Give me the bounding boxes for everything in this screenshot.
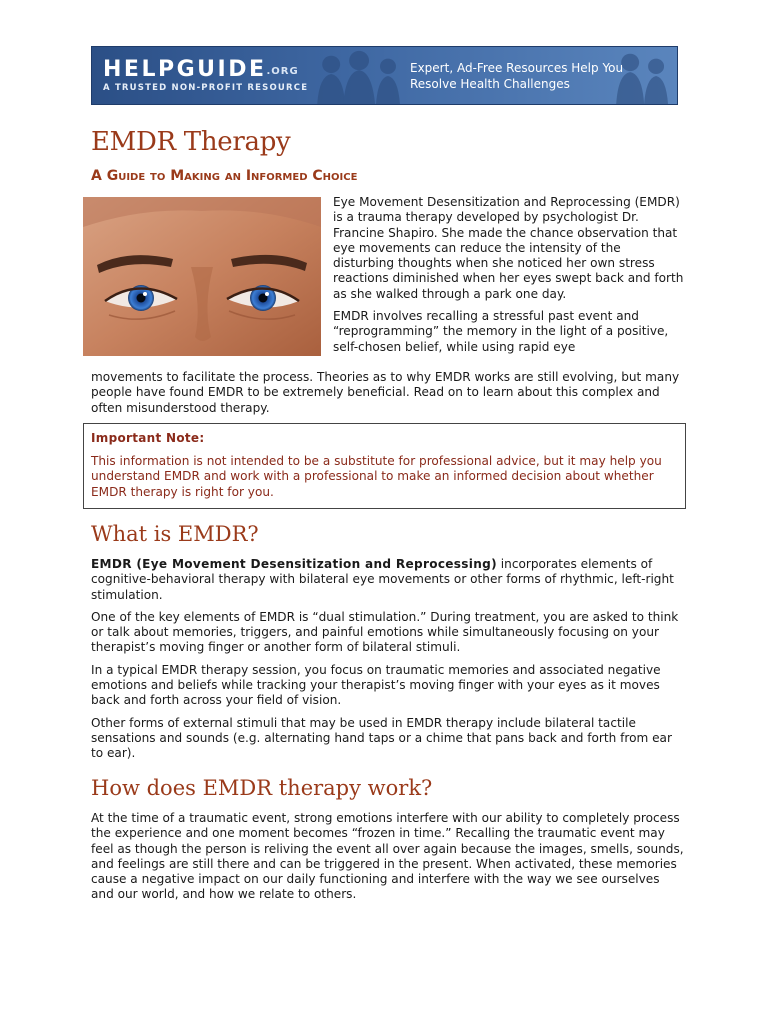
note-text: This information is not intended to be a substitute for professional advice, but it may help you understand EMDR and work with a professional to make an informed decision about whether EMDR therapy is right for you. <box>91 454 662 499</box>
intro-paragraph-2-continued: movements to facilitate the process. Theories as to why EMDR works are still evolving, but many people have found EMDR to be extremely beneficial. Read on to learn about this complex and often misunderstood therapy. <box>91 370 680 415</box>
section-heading-how-does-emdr-work: How does EMDR therapy work? <box>91 776 433 800</box>
important-note-box <box>83 423 686 509</box>
note-title: Important Note: <box>91 431 205 445</box>
page-title: EMDR Therapy <box>91 127 291 157</box>
paragraph: In a typical EMDR therapy session, you focus on traumatic memories and associated negative emotions and beliefs while tracking your therapist’s moving finger with your eyes as it moves back and forth across your field of vision. <box>91 662 661 708</box>
section-heading-what-is-emdr: What is EMDR? <box>91 522 259 546</box>
section-how-does-emdr-work <box>91 811 685 910</box>
eyes-photo <box>83 197 321 356</box>
intro-paragraph-2-start: EMDR involves recalling a stressful past event and “reprogramming” the memory in the light of a positive, self-chosen belief, while using rapid eye <box>333 309 669 354</box>
section-what-is-emdr <box>91 557 685 769</box>
paragraph: One of the key elements of EMDR is “dual stimulation.” During treatment, you are asked to think or talk about memories, triggers, and painful emotions while simultaneously focusing on your therapist’s moving finger or another form of bilateral stimuli. <box>91 609 679 655</box>
intro-text <box>333 195 685 362</box>
banner-tagline: Expert, Ad-Free Resources Help You Resolve Health Challenges <box>410 61 624 91</box>
brand-subtitle: A TRUSTED NON-PROFIT RESOURCE <box>103 83 309 93</box>
intro-paragraph-1: Eye Movement Desensitization and Reprocessing (EMDR) is a trauma therapy developed by psychologist Dr. Francine Shapiro. She made the chance observation that eye movements can reduce the intensity of the disturbing thoughts when she noticed her own stress reactions diminished when her eyes swept back and forth as she walked through a park one day. <box>333 195 684 301</box>
brand-logo: HELPGUIDE.ORG <box>103 57 299 82</box>
paragraph: At the time of a traumatic event, strong emotions interfere with our ability to completely process the experience and one moment becomes “frozen in time.” Recalling the traumatic event may feel as though the person is reliving the event all over again because the images, smells, sounds, and feelings are still there and can be triggered in the present. When activated, these memories cause a negative impact on our daily functioning and interfere with the way we see ourselves and our world, and how we relate to others. <box>91 811 684 902</box>
paragraph: EMDR (Eye Movement Desensitization and Reprocessing) incorporates elements of cognitive-behavioral therapy with bilateral eye movements or other forms of rhythmic, left-right stimulation. <box>91 557 674 602</box>
helpguide-banner[interactable] <box>91 46 678 105</box>
page-subtitle: A Guide to Making an Informed Choice <box>91 168 358 184</box>
paragraph: Other forms of external stimuli that may be used in EMDR therapy include bilateral tactile sensations and sounds (e.g. alternating hand taps or a chime that pans back and forth from ear to ear). <box>91 715 672 761</box>
